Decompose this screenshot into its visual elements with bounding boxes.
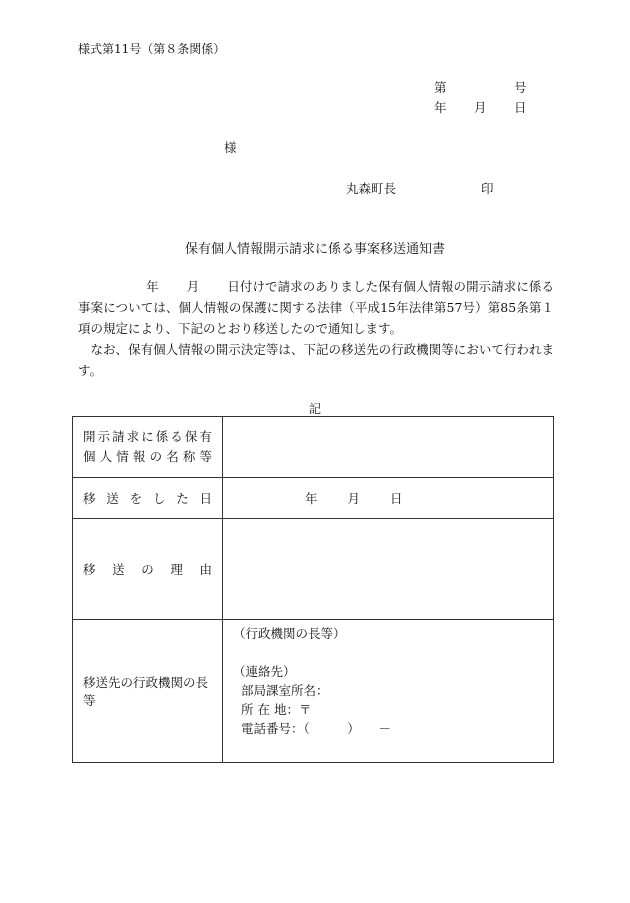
address-label: 所 在 地：〒 — [241, 702, 312, 717]
label-cell — [73, 620, 223, 763]
issue-date-month: 月 — [474, 100, 487, 115]
row2-label: 移 送 を し た 日 — [83, 491, 212, 506]
row1-label-line1: 開 示 請 求 に 係 る 保 有 — [83, 429, 212, 444]
body-paragraph-1-text: 日付けで請求のありました保有個人情報の開示請求に係る事案については、個人情報の保護に関する法律（平成15年法律第57号）第85条第１項の規定により、下記のとおり移送したので通知します。 — [78, 279, 554, 336]
transfer-details-table — [72, 416, 554, 763]
body-year: 年 — [146, 279, 159, 294]
row4-label: 移送先の行政機関の長等 — [83, 675, 209, 708]
transfer-date-month: 月 — [347, 491, 361, 506]
destination-agency-field[interactable] — [223, 620, 554, 763]
body-paragraph-1 — [78, 276, 554, 339]
row3-label: 移 送 の 理 由 — [83, 562, 212, 577]
phone-label: 電話番号：（ ） － — [241, 721, 392, 736]
table-row — [73, 417, 554, 478]
document-title: 保有個人情報開示請求に係る事案移送通知書 — [184, 242, 445, 257]
body-paragraph-2: なお、保有個人情報の開示決定等は、下記の移送先の行政機関等において行われます。 — [78, 342, 554, 378]
document-number-prefix: 第 — [434, 80, 447, 95]
form-number: 様式第11号（第８条関係） — [78, 42, 226, 56]
seal-mark: 印 — [481, 181, 494, 196]
transfer-date-year: 年 — [305, 491, 318, 506]
row1-label-line2: 個 人 情 報 の 名 称 等 — [83, 449, 212, 464]
transfer-reason-field[interactable] — [223, 519, 554, 620]
table-row — [73, 620, 554, 763]
destination-head-label: （行政機関の長等） — [233, 626, 346, 641]
body-text — [78, 276, 554, 381]
addressee-suffix: 様 — [224, 140, 237, 155]
issue-date-day: 日 — [514, 100, 527, 115]
department-label: 部局課室所名： — [241, 683, 329, 698]
label-cell — [73, 417, 223, 478]
personal-info-name-field[interactable] — [223, 417, 554, 478]
body-month: 月 — [186, 279, 200, 294]
table-row — [73, 478, 554, 519]
contact-label: （連絡先） — [233, 664, 296, 679]
issuer-name: 丸森町長 — [346, 181, 397, 196]
table-row — [73, 519, 554, 620]
document-number-suffix: 号 — [514, 80, 527, 95]
issue-date-year: 年 — [434, 100, 447, 115]
label-cell — [73, 519, 223, 620]
transfer-date-field[interactable] — [223, 478, 554, 519]
label-cell — [73, 478, 223, 519]
transfer-date-day: 日 — [390, 491, 403, 506]
ki-heading: 記 — [308, 402, 321, 416]
